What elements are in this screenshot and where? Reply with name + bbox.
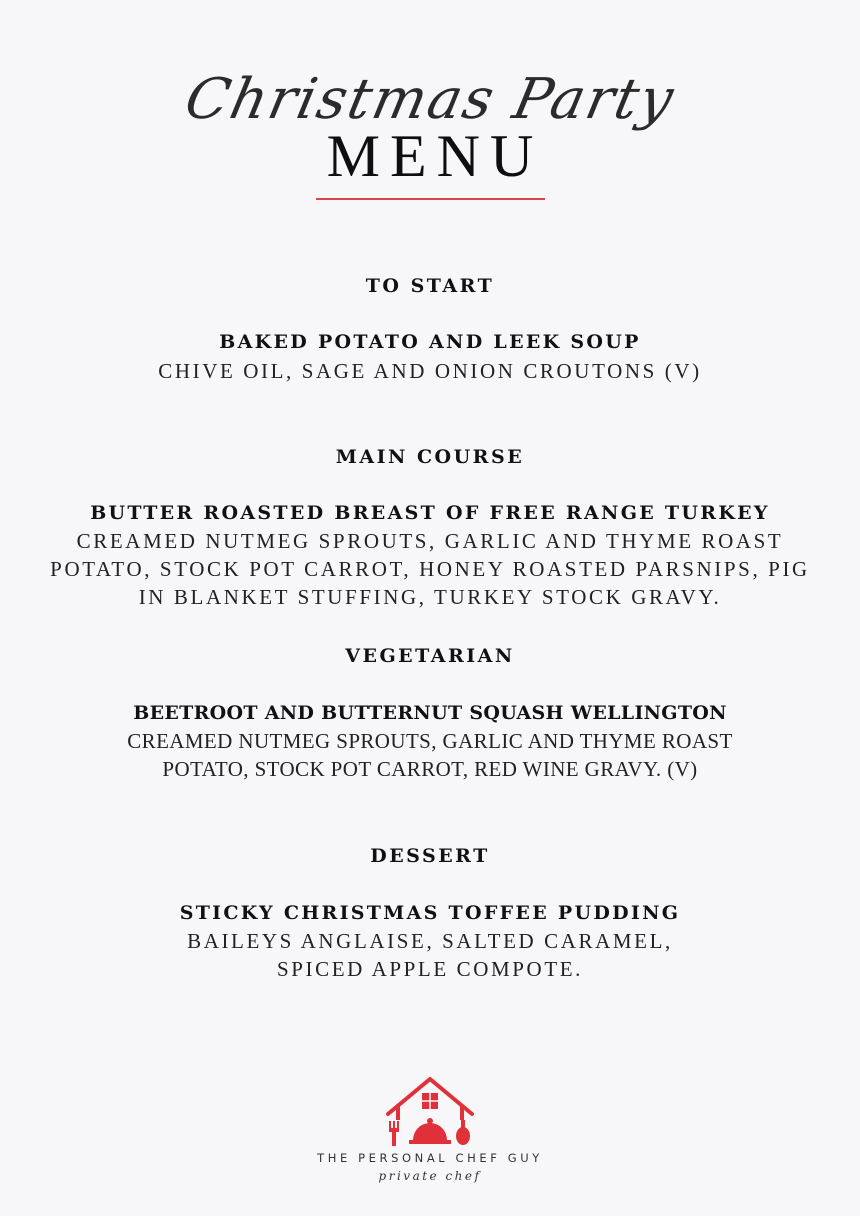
section-heading-vegetarian: VEGETARIAN bbox=[345, 645, 515, 667]
desc-line: BAILEYS ANGLAISE, SALTED CARAMEL, bbox=[187, 929, 673, 953]
desc-line: POTATO, STOCK POT CARROT, RED WINE GRAVY. (V) bbox=[162, 757, 698, 781]
title-divider bbox=[316, 198, 545, 200]
script-title: Christmas Party bbox=[179, 67, 681, 132]
section-heading-start: TO START bbox=[365, 275, 495, 297]
section-heading-main: MAIN COURSE bbox=[335, 446, 525, 468]
brand-name: THE PERSONAL CHEF GUY bbox=[317, 1151, 543, 1165]
section-heading-dessert: DESSERT bbox=[370, 845, 490, 867]
desc-line: CREAMED NUTMEG SPROUTS, GARLIC AND THYME ROAST bbox=[76, 529, 784, 553]
desc-line: IN BLANKET STUFFING, TURKEY STOCK GRAVY. bbox=[138, 585, 722, 609]
menu-title: MENU bbox=[326, 123, 544, 189]
dish-name-vegetarian: BEETROOT AND BUTTERNUT SQUASH WELLINGTON bbox=[133, 702, 727, 724]
desc-line: CHIVE OIL, SAGE AND ONION CROUTONS (V) bbox=[158, 359, 702, 383]
desc-line: SPICED APPLE COMPOTE. bbox=[276, 957, 584, 981]
dish-desc-vegetarian bbox=[40, 727, 820, 783]
desc-line: POTATO, STOCK POT CARROT, HONEY ROASTED PARSNIPS, PIG bbox=[50, 557, 810, 581]
dish-name-dessert: STICKY CHRISTMAS TOFFEE PUDDING bbox=[179, 902, 681, 924]
desc-line: CREAMED NUTMEG SPROUTS, GARLIC AND THYME ROAST bbox=[127, 729, 733, 753]
dish-desc-start bbox=[40, 357, 820, 385]
dish-name-start: BAKED POTATO AND LEEK SOUP bbox=[219, 331, 641, 353]
chef-house-logo-icon bbox=[385, 1076, 475, 1148]
dish-desc-dessert bbox=[40, 927, 820, 983]
dish-name-main: BUTTER ROASTED BREAST OF FREE RANGE TURKEY bbox=[90, 502, 770, 524]
dish-desc-main bbox=[40, 527, 820, 611]
brand-tagline: private chef bbox=[378, 1169, 482, 1183]
